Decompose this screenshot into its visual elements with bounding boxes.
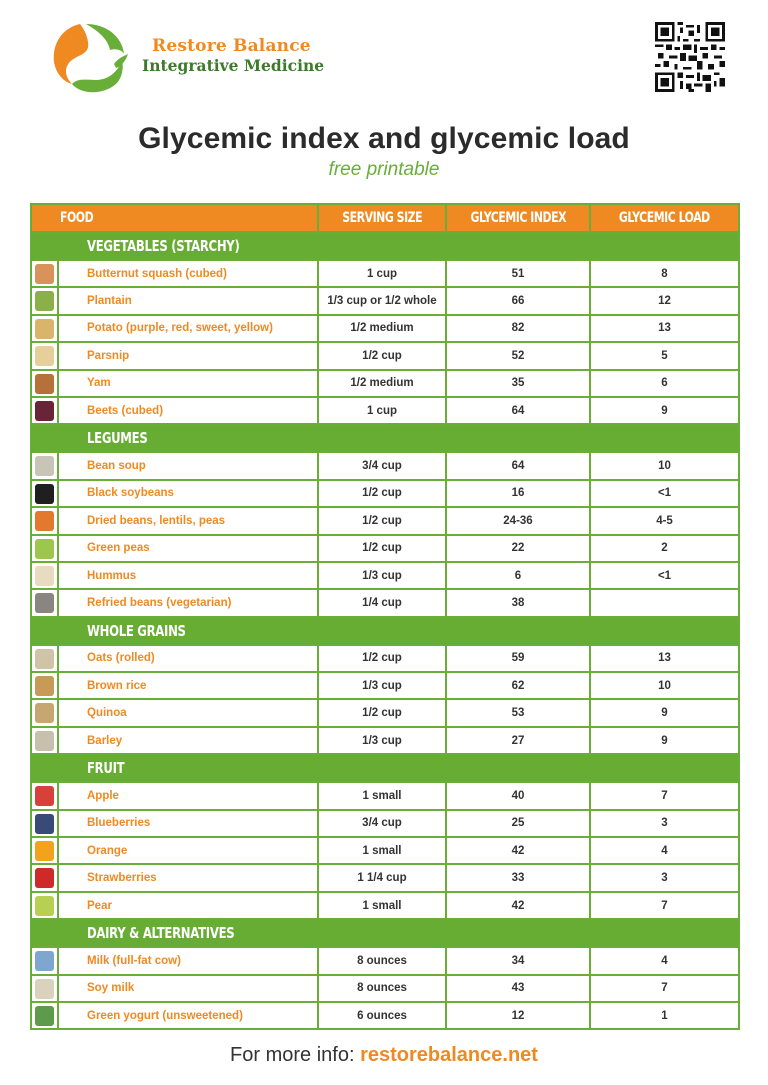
glycemic-load: 6 — [590, 370, 739, 397]
glycemic-load: <1 — [590, 562, 739, 589]
table-row — [31, 975, 739, 1002]
food-image-cell — [31, 1002, 58, 1029]
glycemic-load: 1 — [590, 1002, 739, 1029]
food-image-cell — [31, 480, 58, 507]
glycemic-index: 34 — [446, 947, 590, 974]
glycemic-index: 64 — [446, 452, 590, 479]
glycemic-index: 82 — [446, 315, 590, 342]
glycemic-load: 10 — [590, 672, 739, 699]
blueberries-icon — [35, 814, 54, 834]
plantain-icon — [35, 291, 54, 311]
brand-name — [142, 38, 324, 74]
category-name: WHOLE GRAINS — [58, 617, 739, 645]
black-soybeans-icon — [35, 484, 54, 504]
barley-icon — [35, 731, 54, 751]
table-row — [31, 535, 739, 562]
food-image-cell — [31, 342, 58, 369]
food-name: Quinoa — [58, 699, 318, 726]
table-row — [31, 480, 739, 507]
glycemic-index: 16 — [446, 480, 590, 507]
serving-size: 1 1/4 cup — [318, 864, 446, 891]
food-image-cell — [31, 589, 58, 616]
food-image-cell — [31, 452, 58, 479]
glycemic-index: 35 — [446, 370, 590, 397]
glycemic-index: 22 — [446, 535, 590, 562]
serving-size: 1 cup — [318, 260, 446, 287]
food-image-cell — [31, 727, 58, 754]
parsnip-icon — [35, 346, 54, 366]
glycemic-load: 13 — [590, 315, 739, 342]
header-food: FOOD — [31, 204, 318, 232]
food-name: Dried beans, lentils, peas — [58, 507, 318, 534]
serving-size: 1 small — [318, 892, 446, 919]
glycemic-index: 6 — [446, 562, 590, 589]
glycemic-load: 12 — [590, 287, 739, 314]
table-row — [31, 782, 739, 809]
glycemic-load: 7 — [590, 975, 739, 1002]
footer-link[interactable]: restorebalance.net — [360, 1044, 538, 1066]
food-name: Orange — [58, 837, 318, 864]
food-name: Blueberries — [58, 810, 318, 837]
header-glycemic-load: GLYCEMIC LOAD — [590, 204, 739, 232]
food-name: Black soybeans — [58, 480, 318, 507]
food-name: Brown rice — [58, 672, 318, 699]
glycemic-load: 4-5 — [590, 507, 739, 534]
milk-icon — [35, 951, 54, 971]
restore-balance-logo-icon — [50, 20, 130, 96]
glycemic-index: 43 — [446, 975, 590, 1002]
serving-size: 1/2 cup — [318, 535, 446, 562]
table-row — [31, 315, 739, 342]
glycemic-index: 33 — [446, 864, 590, 891]
serving-size: 1/3 cup — [318, 727, 446, 754]
glycemic-load: 8 — [590, 260, 739, 287]
butternut-squash-icon — [35, 264, 54, 284]
header-glycemic-index: GLYCEMIC INDEX — [446, 204, 590, 232]
brown-rice-icon — [35, 676, 54, 696]
glycemic-index: 38 — [446, 589, 590, 616]
category-name: DAIRY & ALTERNATIVES — [58, 919, 739, 947]
table-row — [31, 397, 739, 424]
glycemic-index: 12 — [446, 1002, 590, 1029]
serving-size: 1/2 cup — [318, 507, 446, 534]
food-image-cell — [31, 864, 58, 891]
table-row — [31, 672, 739, 699]
category-name: FRUIT — [58, 754, 739, 782]
food-name: Plantain — [58, 287, 318, 314]
table-header-row — [31, 204, 739, 232]
category-row — [31, 232, 739, 260]
page-subtitle: free printable — [328, 159, 440, 180]
serving-size: 1 small — [318, 782, 446, 809]
food-image-cell — [31, 287, 58, 314]
serving-size: 1/4 cup — [318, 589, 446, 616]
food-name: Apple — [58, 782, 318, 809]
serving-size: 1/2 cup — [318, 699, 446, 726]
serving-size: 1 cup — [318, 397, 446, 424]
food-image-cell — [31, 782, 58, 809]
table-row — [31, 727, 739, 754]
food-name: Strawberries — [58, 864, 318, 891]
table-row — [31, 452, 739, 479]
table-row — [31, 699, 739, 726]
glycemic-index: 24-36 — [446, 507, 590, 534]
orange-icon — [35, 841, 54, 861]
serving-size: 1/3 cup or 1/2 whole — [318, 287, 446, 314]
glycemic-table — [30, 203, 740, 1030]
category-name: LEGUMES — [58, 424, 739, 452]
food-image-cell — [31, 645, 58, 672]
food-image-cell — [31, 947, 58, 974]
category-name: VEGETABLES (STARCHY) — [58, 232, 739, 260]
page-title: Glycemic index and glycemic load — [138, 122, 630, 155]
food-name: Parsnip — [58, 342, 318, 369]
food-image-cell — [31, 397, 58, 424]
glycemic-index: 40 — [446, 782, 590, 809]
food-name: Pear — [58, 892, 318, 919]
glycemic-index: 25 — [446, 810, 590, 837]
table-row — [31, 370, 739, 397]
food-name: Beets (cubed) — [58, 397, 318, 424]
food-image-cell — [31, 892, 58, 919]
serving-size: 1/2 cup — [318, 645, 446, 672]
serving-size: 1/2 cup — [318, 342, 446, 369]
glycemic-load: 3 — [590, 864, 739, 891]
glycemic-load: 7 — [590, 892, 739, 919]
glycemic-load: 5 — [590, 342, 739, 369]
category-row — [31, 754, 739, 782]
green-peas-icon — [35, 539, 54, 559]
glycemic-index: 59 — [446, 645, 590, 672]
food-name: Oats (rolled) — [58, 645, 318, 672]
food-image-cell — [31, 837, 58, 864]
food-name: Soy milk — [58, 975, 318, 1002]
table-body — [31, 232, 739, 1029]
lentils-icon — [35, 511, 54, 531]
quinoa-icon — [35, 703, 54, 723]
category-row — [31, 617, 739, 645]
serving-size: 3/4 cup — [318, 452, 446, 479]
food-image-cell — [31, 672, 58, 699]
glycemic-load: <1 — [590, 480, 739, 507]
potato-icon — [35, 319, 54, 339]
apple-icon — [35, 786, 54, 806]
glycemic-load: 3 — [590, 810, 739, 837]
food-name: Barley — [58, 727, 318, 754]
glycemic-load: 4 — [590, 947, 739, 974]
yam-icon — [35, 374, 54, 394]
glycemic-load: 9 — [590, 699, 739, 726]
category-spacer — [31, 232, 58, 260]
glycemic-load: 4 — [590, 837, 739, 864]
footer-prefix: For more info: — [230, 1044, 361, 1066]
table-row — [31, 507, 739, 534]
category-spacer — [31, 754, 58, 782]
strawberries-icon — [35, 868, 54, 888]
glycemic-index: 66 — [446, 287, 590, 314]
food-name: Hummus — [58, 562, 318, 589]
oats-icon — [35, 649, 54, 669]
serving-size: 1/3 cup — [318, 562, 446, 589]
table-row — [31, 342, 739, 369]
glycemic-load: 9 — [590, 397, 739, 424]
serving-size: 6 ounces — [318, 1002, 446, 1029]
glycemic-load: 2 — [590, 535, 739, 562]
serving-size: 1 small — [318, 837, 446, 864]
table-row — [31, 645, 739, 672]
header-serving-size: SERVING SIZE — [318, 204, 446, 232]
qr-code-icon[interactable] — [655, 22, 725, 92]
serving-size: 1/2 cup — [318, 480, 446, 507]
glycemic-load: 10 — [590, 452, 739, 479]
refried-beans-icon — [35, 593, 54, 613]
table-row — [31, 837, 739, 864]
glycemic-index: 42 — [446, 892, 590, 919]
food-image-cell — [31, 260, 58, 287]
glycemic-index: 42 — [446, 837, 590, 864]
glycemic-index: 52 — [446, 342, 590, 369]
glycemic-index: 64 — [446, 397, 590, 424]
serving-size: 1/3 cup — [318, 672, 446, 699]
glycemic-load: 9 — [590, 727, 739, 754]
table-row — [31, 589, 739, 616]
table-row — [31, 864, 739, 891]
glycemic-load: 7 — [590, 782, 739, 809]
soy-milk-icon — [35, 979, 54, 999]
bean-soup-icon — [35, 456, 54, 476]
food-image-cell — [31, 535, 58, 562]
pear-icon — [35, 896, 54, 916]
food-name: Refried beans (vegetarian) — [58, 589, 318, 616]
glycemic-load — [590, 589, 739, 616]
food-name: Green peas — [58, 535, 318, 562]
food-image-cell — [31, 562, 58, 589]
glycemic-index: 51 — [446, 260, 590, 287]
category-row — [31, 919, 739, 947]
glycemic-load: 13 — [590, 645, 739, 672]
table-row — [31, 947, 739, 974]
serving-size: 8 ounces — [318, 947, 446, 974]
table-row — [31, 810, 739, 837]
serving-size: 3/4 cup — [318, 810, 446, 837]
food-image-cell — [31, 975, 58, 1002]
table-row — [31, 562, 739, 589]
food-name: Milk (full-fat cow) — [58, 947, 318, 974]
glycemic-index: 62 — [446, 672, 590, 699]
serving-size: 1/2 medium — [318, 315, 446, 342]
food-image-cell — [31, 699, 58, 726]
food-image-cell — [31, 370, 58, 397]
brand-line-1: Restore Balance — [152, 36, 311, 56]
footer — [0, 1044, 768, 1067]
yogurt-icon — [35, 1006, 54, 1026]
food-name: Potato (purple, red, sweet, yellow) — [58, 315, 318, 342]
serving-size: 1/2 medium — [318, 370, 446, 397]
beets-icon — [35, 401, 54, 421]
food-image-cell — [31, 810, 58, 837]
table-row — [31, 892, 739, 919]
table-row — [31, 1002, 739, 1029]
table-row — [31, 260, 739, 287]
food-name: Butternut squash (cubed) — [58, 260, 318, 287]
food-name: Bean soup — [58, 452, 318, 479]
food-name: Yam — [58, 370, 318, 397]
category-spacer — [31, 919, 58, 947]
brand-line-2: Integrative Medicine — [142, 56, 325, 75]
food-image-cell — [31, 507, 58, 534]
category-spacer — [31, 424, 58, 452]
serving-size: 8 ounces — [318, 975, 446, 1002]
hummus-icon — [35, 566, 54, 586]
table-row — [31, 287, 739, 314]
glycemic-index: 27 — [446, 727, 590, 754]
food-name: Green yogurt (unsweetened) — [58, 1002, 318, 1029]
category-spacer — [31, 617, 58, 645]
category-row — [31, 424, 739, 452]
glycemic-index: 53 — [446, 699, 590, 726]
food-image-cell — [31, 315, 58, 342]
